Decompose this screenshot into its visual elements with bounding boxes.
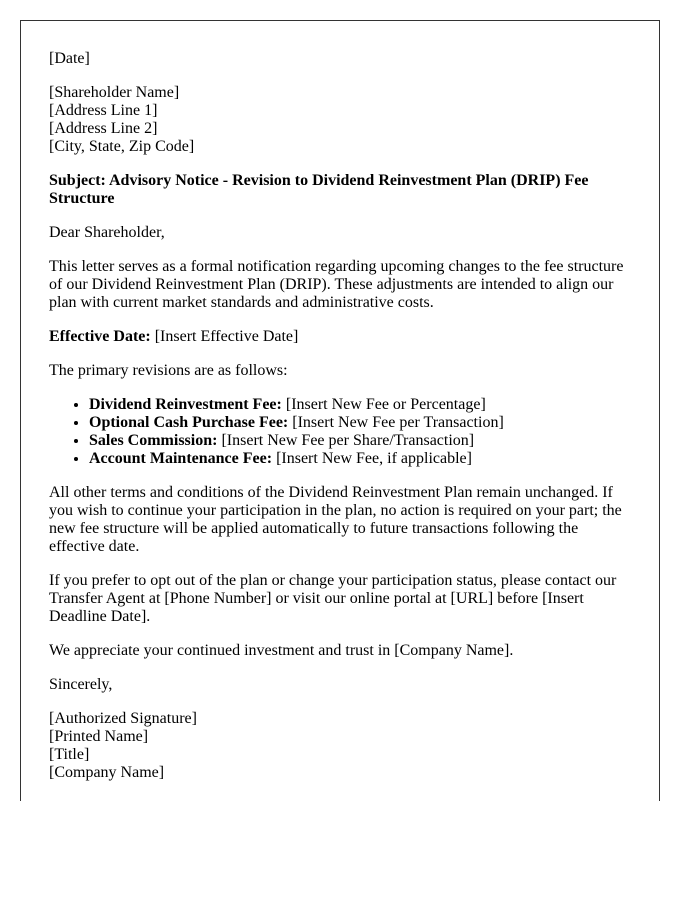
fee-value: [Insert New Fee or Percentage] bbox=[281, 396, 486, 413]
effective-date bbox=[49, 328, 631, 346]
fee-label: Optional Cash Purchase Fee: bbox=[89, 414, 289, 431]
recipient-address bbox=[49, 84, 631, 156]
fee-value: [Insert New Fee per Share/Transaction] bbox=[217, 432, 475, 449]
fee-value: [Insert New Fee per Transaction] bbox=[288, 414, 504, 431]
closing: Sincerely, bbox=[49, 676, 113, 693]
printed-name: [Printed Name] bbox=[49, 728, 149, 745]
fee-label: Account Maintenance Fee: bbox=[89, 450, 273, 467]
list-item bbox=[89, 450, 631, 468]
signature-block bbox=[49, 710, 631, 782]
effective-date-value: [Insert Effective Date] bbox=[150, 328, 299, 345]
fee-label: Dividend Reinvestment Fee: bbox=[89, 396, 282, 413]
optout-paragraph: If you prefer to opt out of the plan or change your participation status, please contact our Transfer Agent at [Phone Number] or visit our online portal at [URL] before [Insert Deadline Date]. bbox=[49, 572, 617, 625]
intro-paragraph: This letter serves as a formal notification regarding upcoming changes to the fee structure of our Dividend Reinvestment Plan (DRIP). These adjustments are intended to align our plan with current market standards and administrative costs. bbox=[49, 258, 624, 311]
appreciation-paragraph: We appreciate your continued investment and trust in [Company Name]. bbox=[49, 642, 514, 659]
authorized-signature: [Authorized Signature] bbox=[49, 710, 197, 727]
address-line-1: [Address Line 1] bbox=[49, 102, 158, 119]
revisions-list bbox=[49, 396, 631, 468]
fee-label: Sales Commission: bbox=[89, 432, 218, 449]
date: [Date] bbox=[49, 50, 90, 67]
list-item bbox=[89, 414, 631, 432]
address-line-2: [Address Line 2] bbox=[49, 120, 158, 137]
list-item bbox=[89, 432, 631, 450]
fee-value: [Insert New Fee, if applicable] bbox=[272, 450, 472, 467]
city-state-zip: [City, State, Zip Code] bbox=[49, 138, 195, 155]
effective-date-label: Effective Date: bbox=[49, 328, 151, 345]
recipient-name: [Shareholder Name] bbox=[49, 84, 180, 101]
salutation: Dear Shareholder, bbox=[49, 224, 165, 241]
list-item bbox=[89, 396, 631, 414]
company-name: [Company Name] bbox=[49, 764, 165, 781]
letter-page bbox=[20, 20, 660, 801]
signer-title: [Title] bbox=[49, 746, 90, 763]
subject-line: Subject: Advisory Notice - Revision to Dividend Reinvestment Plan (DRIP) Fee Structure bbox=[49, 172, 589, 207]
revisions-intro: The primary revisions are as follows: bbox=[49, 362, 288, 379]
terms-paragraph: All other terms and conditions of the Dividend Reinvestment Plan remain unchanged. If you wish to continue your participation in the plan, no action is required on your part; the new fee structure will be applied automatically to future transactions following the effective date. bbox=[49, 484, 622, 555]
